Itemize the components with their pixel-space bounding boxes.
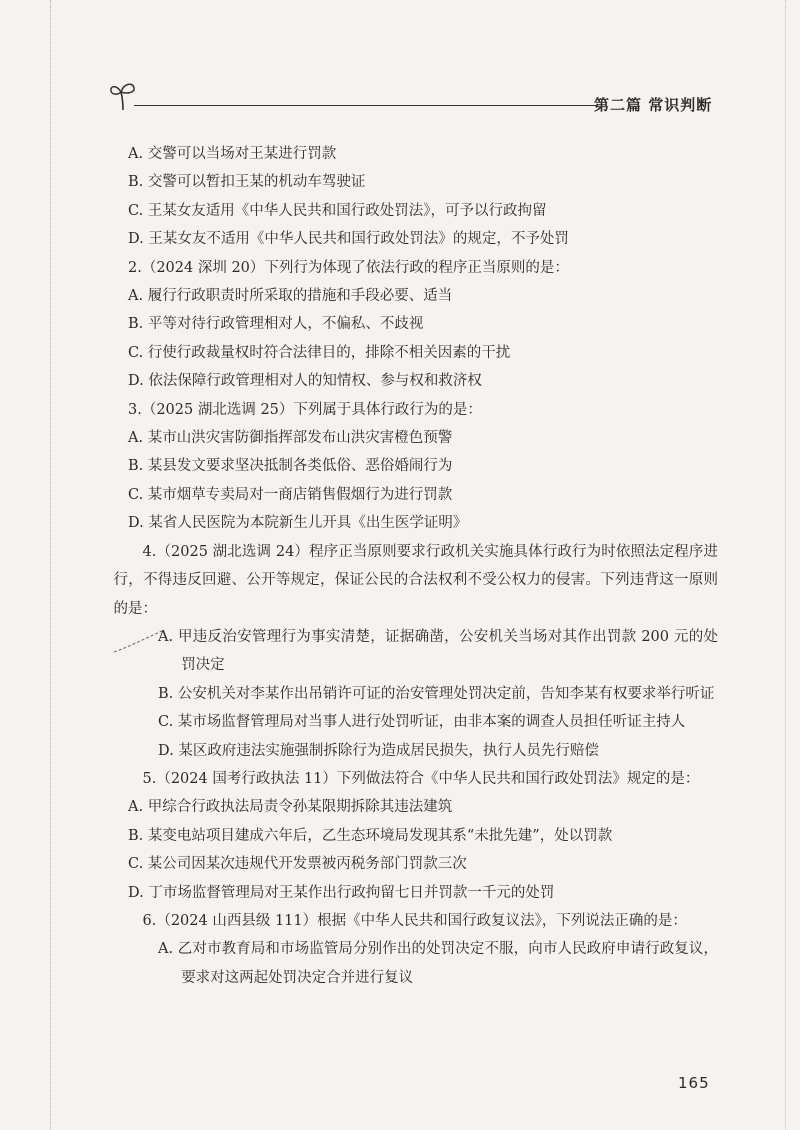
answer-option: B. 某变电站项目建成六年后，乙生态环境局发现其系“未批先建”，处以罚款 xyxy=(128,827,613,844)
answer-option: B. 平等对待行政管理相对人，不偏私、不歧视 xyxy=(128,316,424,333)
binding-edge-left xyxy=(50,0,53,1130)
answer-option: B. 公安机关对李某作出吊销许可证的治安管理处罚决定前，告知李某有权要求举行听证 xyxy=(158,685,715,702)
answer-option: A. 某市山洪灾害防御指挥部发布山洪灾害橙色预警 xyxy=(128,430,453,447)
answer-option: 3.（2025 湖北选调 25）下列属于具体行政行为的是： xyxy=(128,401,482,418)
section-title: 第二篇 常识判断 xyxy=(594,96,713,114)
question-stem: 4.（2025 湖北选调 24）程序正当原则要求行政机关实施具体行政行为时依照法定程序进行，不得违反回避、公开等规定，保证公民的合法权利不受公权力的侵害。下列违背这一原则的是： xyxy=(113,543,718,617)
header-rule xyxy=(134,105,598,106)
sprout-icon xyxy=(108,78,138,112)
answer-option: C. 某公司因某次违规代开发票被丙税务部门罚款三次 xyxy=(128,856,467,873)
answer-option: D. 丁市场监督管理局对王某作出行政拘留七日并罚款一千元的处罚 xyxy=(128,884,555,901)
page-header xyxy=(108,78,720,118)
answer-option: A. 履行行政职责时所采取的措施和手段必要、适当 xyxy=(128,288,453,305)
answer-option: B. 某县发文要求坚决抵制各类低俗、恶俗婚闹行为 xyxy=(128,458,453,475)
pencil-mark xyxy=(112,628,172,658)
answer-option: A. 乙对市教育局和市场监管局分别作出的处罚决定不服，向市人民政府申请行政复议，要求对这两起处罚决定合并进行复议 xyxy=(158,941,718,986)
answer-option: 2.（2024 深圳 20）下列行为体现了依法行政的程序正当原则的是： xyxy=(128,259,569,276)
answer-option: A. 交警可以当场对王某进行罚款 xyxy=(128,146,337,162)
answer-option: D. 某省人民医院为本院新生儿开具《出生医学证明》 xyxy=(128,515,468,532)
question-stem: 6.（2024 山西县级 111）根据《中华人民共和国行政复议法》，下列说法正确的是： xyxy=(142,912,687,929)
answer-option: C. 某市烟草专卖局对一商店销售假烟行为进行罚款 xyxy=(128,486,453,503)
answer-option: A. 甲违反治安管理行为事实清楚，证据确凿，公安机关当场对其作出罚款 200 元的处罚决定 xyxy=(158,628,718,674)
answer-option: C. 某市场监督管理局对当事人进行处罚听证，由非本案的调查人员担任听证主持人 xyxy=(158,714,686,731)
answer-option: A. 甲综合行政执法局责令孙某限期拆除其违法建筑 xyxy=(128,799,453,816)
answer-option: D. 王某女友不适用《中华人民共和国行政处罚法》的规定，不予处罚 xyxy=(128,231,569,248)
answer-option: C. 行使行政裁量权时符合法律目的，排除不相关因素的干扰 xyxy=(128,344,511,361)
binding-edge-right xyxy=(785,0,788,1130)
answer-option: D. 依法保障行政管理相对人的知情权、参与权和救济权 xyxy=(128,373,482,390)
answer-option: D. 某区政府违法实施强制拆除行为造成居民损失，执行人员先行赔偿 xyxy=(158,742,599,759)
page-number: 165 xyxy=(678,1074,710,1092)
question-list xyxy=(113,140,718,992)
answer-option: B. 交警可以暂扣王某的机动车驾驶证 xyxy=(128,174,366,191)
answer-option: C. 王某女友适用《中华人民共和国行政处罚法》，可予以行政拘留 xyxy=(128,202,547,219)
question-stem: 5.（2024 国考行政执法 11）下列做法符合《中华人民共和国行政处罚法》规定的是： xyxy=(142,770,700,787)
